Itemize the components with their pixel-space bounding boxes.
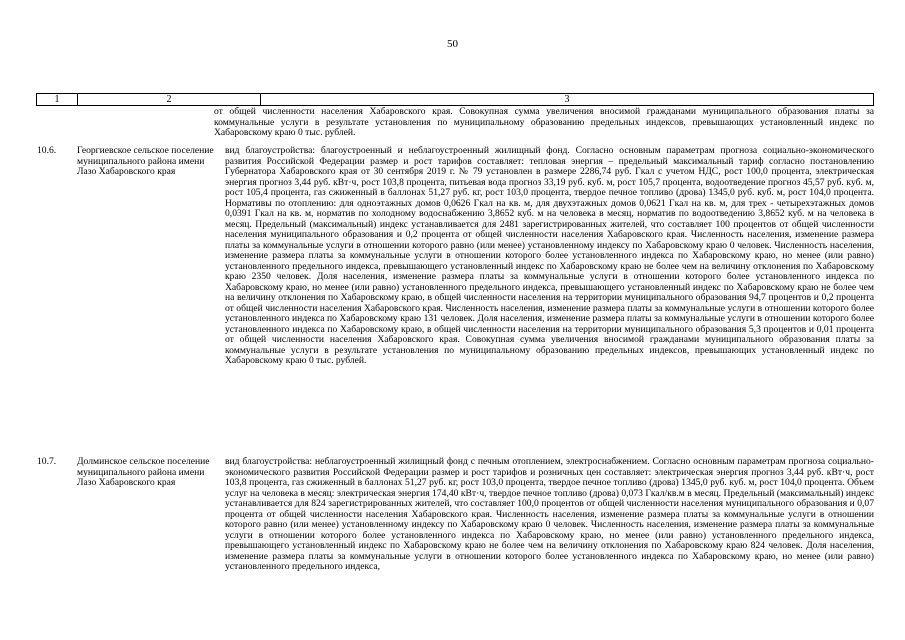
page-number: 50 (447, 38, 458, 50)
row-number: 10.6. (37, 145, 57, 156)
row-description: вид благоустройства: неблагоустроенный жилищный фонд с печным отоплением, электроснабжением. Согласно основным параметрам прогноза социально-экономического развития Российской Федерации размер и рост тарифов и розничных цен составляет: электрическая энергия прогноз 3,44 руб. кВт·ч, рост 103,8 процента, газ сжиженный в баллонах 51,27 руб. кг, рост 103,0 процента, твердое печное топливо (дрова) 1345,0 руб. куб. м, рост 104,0 процента. Объем услуг на человека в месяц: электрическая энергия 174,40 кВт·ч, твердое печное топливо (дрова) 0,073 Гкал/кв.м в месяц. Предельный (максимальный) индекс устанавливается для 824 зарегистрированных жителей, что составляет 100,0 процентов от общей численности населения муниципального образования и 0,07 процента от общей численности населения Хабаровского края. Численность населения, изменение размера платы за коммунальные услуги в отношении которого равно (или менее) установленному индексу по Хабаровскому краю 0 человек. Численность населения, изменение размера платы за коммунальные услуги в отношении которого более установленного индекса по Хабаровскому краю, но менее (или равно) установленного предельного индекса, превышающего установленный индекс по Хабаровскому краю не более чем на величину отклонения по Хабаровскому краю 824 человек. Доля населения, изменение размера платы за коммунальные услуги в отношении которого более установленного индекса по Хабаровскому краю, но менее (или равно) установленного предельного индекса, (225, 456, 874, 572)
municipality-name: Георгиевское сельское поселение муниципального района имени Лазо Хабаровского края (77, 145, 214, 177)
table-row (36, 146, 874, 367)
row-number: 10.7. (37, 456, 57, 467)
table-header-col-2: 2 (78, 94, 261, 105)
table-header-col-1: 1 (37, 94, 78, 105)
row-description: вид благоустройства: благоустроенный и неблагоустроенный жилищный фонд. Согласно основным параметрам прогноза социально-экономического развития Российской Федерации размер и рост тарифов составляет: тепловая энергия – предельный максимальный тариф согласно постановлению Губернатора Хабаровского края от 30 сентября 2019 г. № 79 установлен в размере 2286,74 руб. Гкал с учетом НДС, рост 100,0 процента, электрическая энергия прогноз 3,44 руб. кВт·ч, рост 103,8 процента, питьевая вода прогноз 33,19 руб. куб. м, рост 105,7 процента, водоотведение прогноз 45,57 руб. куб. м, рост 105,4 процента, газ сжиженный в баллонах 51,27 руб. кг, рост 103,0 процента, твердое печное топливо (дрова) 1345,0 руб. куб. м, рост 104,0 процента. Нормативы по отоплению: для одноэтажных домов 0,0626 Гкал на кв. м, для двухэтажных домов 0,0621 Гкал на кв. м, для трех - четырехэтажных домов 0,0391 Гкал на кв. м, норматив по холодному водоснабжению 3,8652 куб. м на человека в месяц, норматив по водоотведению 3,8652 куб. м на человека в месяц. Предельный (максимальный) индекс устанавливается для 2481 зарегистрированных жителей, что составляет 100 процентов от общей численности населения муниципального образования и 0,2 процента от общей численности населения Хабаровского края. Численность населения, изменение размера платы за коммунальные услуги в отношении которого равно (или менее) установленному индексу по Хабаровскому краю 0 человек. Численность населения, изменение размера платы за коммунальные услуги в отношении которого более установленного индекса по Хабаровскому краю, но менее (или равно) установленного предельного индекса, превышающего установленный индекс по Хабаровскому краю не более чем на величину отклонения по Хабаровскому краю 2350 человек. Доля населения, изменение размера платы за коммунальные услуги в отношении которого более установленного индекса по Хабаровскому краю, но менее (или равно) установленного предельного индекса, превышающего установленный индекс по Хабаровскому краю не более чем на величину отклонения по Хабаровскому краю, в общей численности населения на территории муниципального образования 94,7 процентов и 0,2 процента от общей численности населения Хабаровского края. Численность населения, изменение размера платы за коммунальные услуги в отношении которого более установленного индекса по Хабаровскому краю 131 человек. Доля населения, изменение размера платы за коммунальные услуги в отношении которого более установленного индекса по Хабаровскому краю, в общей численности населения на территории муниципального образования 5,3 процентов и 0,01 процента от общей численности населения Хабаровского края. Совокупная сумма увеличения вносимой гражданами муниципального образования платы за коммунальные услуги в результате установления по муниципальному образованию предельных индексов, превышающих установленный индекс по Хабаровскому краю 0 тыс. рублей. (225, 145, 874, 366)
municipality-name: Долминское сельское поселение муниципального района имени Лазо Хабаровского края (77, 456, 210, 488)
table-row (36, 457, 874, 573)
continuation-text: от общей численности населения Хабаровского края. Совокупная сумма увеличения вносимой гражданами муниципального образования платы за коммунальные услуги в результате установления по муниципальному образованию предельных индексов, превышающих установленный индекс по Хабаровскому краю 0 тыс. рублей. (214, 106, 874, 138)
table-header-col-3: 3 (564, 94, 570, 105)
table-header-row (36, 93, 874, 106)
